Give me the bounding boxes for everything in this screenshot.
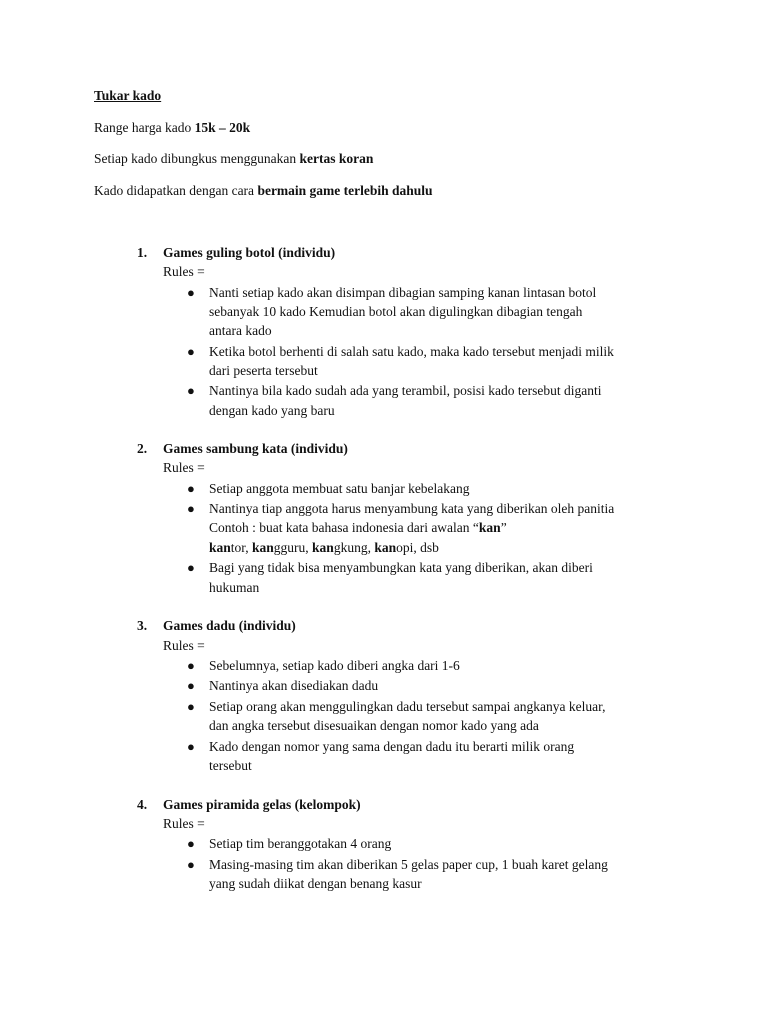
rule-text: dan angka tersebut disesuaikan dengan nomor kado yang ada xyxy=(209,718,539,733)
bullet-icon: ● xyxy=(187,739,195,754)
rule-text: Setiap tim beranggotakan 4 orang xyxy=(209,836,392,851)
word-prefix: kan xyxy=(374,540,397,555)
example-words xyxy=(209,538,439,558)
word-rest: gkung, xyxy=(333,540,375,555)
example-prefix: Contoh : buat kata bahasa indonesia dari awalan “ xyxy=(209,520,479,535)
rules-label: Rules = xyxy=(163,638,205,653)
price-range-label: Range harga kado xyxy=(94,120,195,135)
rule-text: Bagi yang tidak bisa menyambungkan kata yang diberikan, akan diberi xyxy=(209,560,593,575)
rule-text: Setiap anggota membuat satu banjar kebelakang xyxy=(209,481,470,496)
rules-label: Rules = xyxy=(163,460,205,475)
rules-label: Rules = xyxy=(163,816,205,831)
obtain-label: Kado didapatkan dengan cara xyxy=(94,183,258,198)
bullet-icon: ● xyxy=(187,383,195,398)
price-range-line xyxy=(94,118,250,138)
game-heading: Games guling botol (individu) xyxy=(163,245,336,260)
rule-text: Kado dengan nomor yang sama dengan dadu itu berarti milik orang xyxy=(209,739,575,754)
bullet-icon: ● xyxy=(187,658,195,673)
rule-text: dengan kado yang baru xyxy=(209,403,335,418)
game-number: 4. xyxy=(137,797,148,812)
document-title: Tukar kado xyxy=(94,88,162,103)
rule-text: Setiap orang akan menggulingkan dadu tersebut sampai angkanya keluar, xyxy=(209,699,606,714)
bullet-icon: ● xyxy=(187,699,195,714)
game-heading: Games sambung kata (individu) xyxy=(163,441,348,456)
bullet-icon: ● xyxy=(187,285,195,300)
word-rest: gguru, xyxy=(273,540,313,555)
wrapping-line xyxy=(94,149,373,169)
word-rest: opi, dsb xyxy=(396,540,439,555)
rules-label: Rules = xyxy=(163,264,205,279)
bullet-icon: ● xyxy=(187,857,195,872)
rule-text: dari peserta tersebut xyxy=(209,363,318,378)
word-prefix: kan xyxy=(209,540,231,555)
price-range-value: 15k – 20k xyxy=(194,120,251,135)
obtain-line xyxy=(94,181,433,201)
wrapping-value: kertas koran xyxy=(299,151,374,166)
game-number: 3. xyxy=(137,618,148,633)
rule-text: Nantinya akan disediakan dadu xyxy=(209,678,379,693)
rule-text: tersebut xyxy=(209,758,252,773)
game-heading: Games piramida gelas (kelompok) xyxy=(163,797,361,812)
obtain-value: bermain game terlebih dahulu xyxy=(257,183,433,198)
rule-text: yang sudah diikat dengan benang kasur xyxy=(209,876,422,891)
word-rest: tor, xyxy=(230,540,252,555)
bullet-icon: ● xyxy=(187,481,195,496)
rule-text: Ketika botol berhenti di salah satu kado, maka kado tersebut menjadi milik xyxy=(209,344,614,359)
rule-text: Nantinya bila kado sudah ada yang terambil, posisi kado tersebut diganti xyxy=(209,383,602,398)
rule-text: antara kado xyxy=(209,323,272,338)
bullet-icon: ● xyxy=(187,678,195,693)
game-number: 1. xyxy=(137,245,148,260)
example-suffix: ” xyxy=(500,520,507,535)
rule-text: sebanyak 10 kado Kemudian botol akan digulingkan dibagian tengah xyxy=(209,304,583,319)
game-number: 2. xyxy=(137,441,148,456)
rule-text: Nanti setiap kado akan disimpan dibagian samping kanan lintasan botol xyxy=(209,285,597,300)
rule-text: Nantinya tiap anggota harus menyambung kata yang diberikan oleh panitia xyxy=(209,501,615,516)
game-heading: Games dadu (individu) xyxy=(163,618,296,633)
bullet-icon: ● xyxy=(187,836,195,851)
rule-text: hukuman xyxy=(209,580,260,595)
example-key: kan xyxy=(478,520,501,535)
example-line xyxy=(209,518,507,538)
bullet-icon: ● xyxy=(187,560,195,575)
bullet-icon: ● xyxy=(187,344,195,359)
word-prefix: kan xyxy=(252,540,274,555)
bullet-icon: ● xyxy=(187,501,195,516)
rule-text: Sebelumnya, setiap kado diberi angka dari 1-6 xyxy=(209,658,460,673)
word-prefix: kan xyxy=(312,540,334,555)
wrapping-label: Setiap kado dibungkus menggunakan xyxy=(94,151,300,166)
rule-text: Masing-masing tim akan diberikan 5 gelas paper cup, 1 buah karet gelang xyxy=(209,857,608,872)
